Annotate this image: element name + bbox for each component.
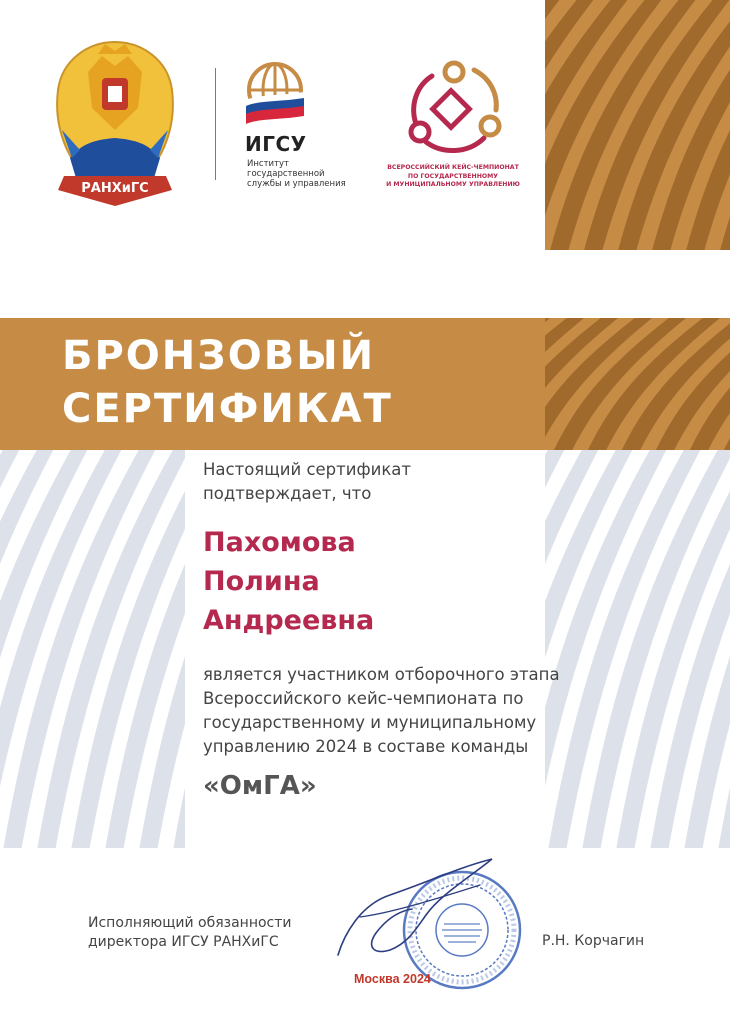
igsu-title: ИГСУ — [245, 132, 307, 156]
description-line: государственному и муниципальному — [203, 713, 537, 732]
case-championship-logo — [402, 58, 504, 160]
igsu-subtitle-line: службы и управления — [247, 179, 346, 189]
intro-line: подтверждает, что — [203, 484, 372, 503]
signer-name: Р.Н. Корчагин — [542, 933, 645, 949]
certificate-title-line-2: СЕРТИФИКАТ — [62, 386, 393, 432]
igsu-subtitle — [247, 159, 346, 189]
recipient-surname: Пахомова — [203, 527, 356, 558]
top-decorative-stripe — [545, 0, 730, 250]
city-year: Москва 2024 — [354, 972, 431, 986]
background-pattern-right — [545, 450, 730, 848]
handwritten-signature — [330, 855, 500, 965]
recipient-patronymic: Андреевна — [203, 605, 375, 636]
intro-text — [203, 458, 411, 506]
ranepa-emblem-logo — [50, 38, 180, 210]
description-text — [203, 663, 573, 759]
ranepa-logo-label: РАНХиГС — [81, 181, 149, 196]
igsu-globe-logo — [240, 56, 310, 128]
background-pattern-left — [0, 450, 185, 848]
igsu-subtitle-line: Институт — [247, 159, 289, 169]
champ-subtitle-line: И МУНИЦИПАЛЬНОМУ УПРАВЛЕНИЮ — [386, 181, 520, 188]
champ-subtitle-line: ВСЕРОССИЙСКИЙ КЕЙС-ЧЕМПИОНАТ — [387, 164, 519, 171]
description-line: является участником отборочного этапа — [203, 665, 560, 684]
champ-subtitle-line: ПО ГОСУДАРСТВЕННОМУ — [407, 172, 499, 180]
description-line: Всероссийского кейс-чемпионата по — [203, 689, 524, 708]
team-name: «ОмГА» — [203, 771, 317, 801]
recipient-first-name: Полина — [203, 566, 320, 597]
title-band-pattern — [545, 318, 730, 450]
case-championship-subtitle — [370, 164, 536, 190]
description-line: управлению 2024 в составе команды — [203, 737, 529, 756]
header-divider — [215, 68, 216, 180]
signer-role-line: Исполняющий обязанности — [88, 915, 292, 931]
certificate-title-line-1: БРОНЗОВЫЙ — [62, 333, 376, 379]
igsu-subtitle-line: государственной — [247, 169, 325, 179]
signer-role — [88, 914, 292, 952]
intro-line: Настоящий сертификат — [203, 460, 412, 479]
signer-role-line: директора ИГСУ РАНХиГС — [88, 934, 279, 950]
